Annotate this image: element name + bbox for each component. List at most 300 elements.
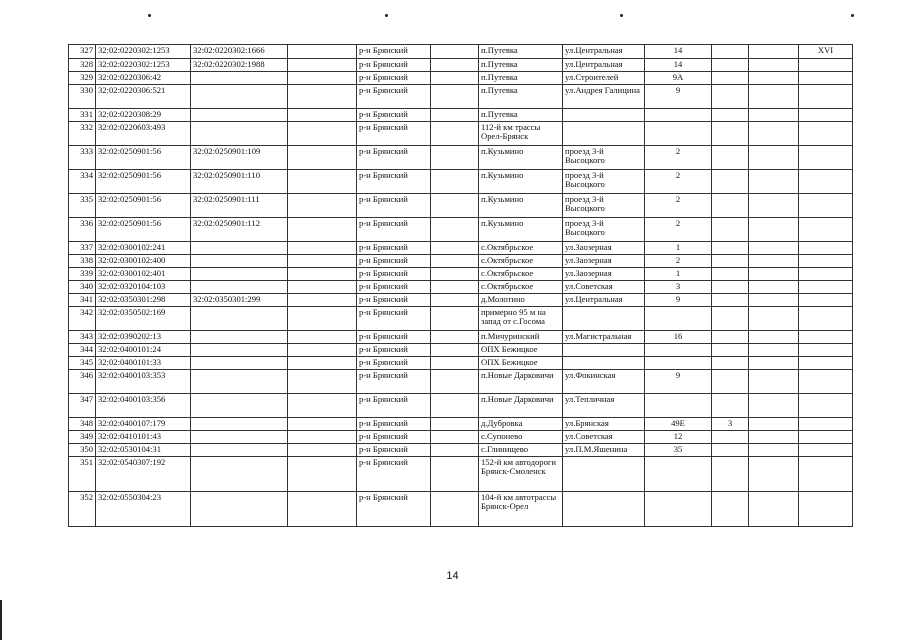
district-cell: р-н Брянский bbox=[357, 59, 431, 72]
empty-cell bbox=[288, 194, 357, 218]
empty-cell bbox=[749, 457, 799, 492]
empty-cell bbox=[749, 59, 799, 72]
empty-cell bbox=[288, 45, 357, 59]
house-number-cell bbox=[645, 457, 712, 492]
row-number: 339 bbox=[69, 268, 96, 281]
district-cell: р-н Брянский bbox=[357, 122, 431, 146]
building-cell bbox=[712, 194, 749, 218]
cadastral-number: 32:02:0530104:31 bbox=[96, 444, 191, 457]
row-number: 327 bbox=[69, 45, 96, 59]
building-cell bbox=[712, 357, 749, 370]
row-number: 341 bbox=[69, 294, 96, 307]
building-cadastral-number bbox=[191, 122, 288, 146]
remark-cell bbox=[799, 294, 853, 307]
row-number: 342 bbox=[69, 307, 96, 331]
table-row bbox=[69, 281, 853, 294]
empty-cell bbox=[431, 344, 479, 357]
district-cell: р-н Брянский bbox=[357, 85, 431, 109]
building-cadastral-number: 32:02:0250901:111 bbox=[191, 194, 288, 218]
building-cell bbox=[712, 331, 749, 344]
district-cell: р-н Брянский bbox=[357, 444, 431, 457]
street-cell bbox=[563, 109, 645, 122]
building-cadastral-number: 32:02:0220302:1988 bbox=[191, 59, 288, 72]
table-row bbox=[69, 109, 853, 122]
building-cell bbox=[712, 394, 749, 418]
empty-cell bbox=[288, 170, 357, 194]
row-number: 333 bbox=[69, 146, 96, 170]
building-cadastral-number bbox=[191, 357, 288, 370]
empty-cell bbox=[431, 394, 479, 418]
locality-cell: с.Октябрьское bbox=[479, 281, 563, 294]
table-row bbox=[69, 307, 853, 331]
empty-cell bbox=[431, 281, 479, 294]
building-cadastral-number bbox=[191, 85, 288, 109]
empty-cell bbox=[288, 331, 357, 344]
empty-cell bbox=[288, 255, 357, 268]
locality-cell: п.Путевка bbox=[479, 59, 563, 72]
locality-cell: п.Мичуринский bbox=[479, 331, 563, 344]
empty-cell bbox=[749, 242, 799, 255]
building-cadastral-number bbox=[191, 418, 288, 431]
row-number: 334 bbox=[69, 170, 96, 194]
cadastral-number: 32:02:0250901:56 bbox=[96, 218, 191, 242]
table-row bbox=[69, 122, 853, 146]
empty-cell bbox=[288, 394, 357, 418]
empty-cell bbox=[288, 431, 357, 444]
empty-cell bbox=[749, 194, 799, 218]
remark-cell bbox=[799, 457, 853, 492]
table-row bbox=[69, 492, 853, 527]
locality-cell: с.Супонево bbox=[479, 431, 563, 444]
street-cell: ул.Заозерная bbox=[563, 268, 645, 281]
table-row bbox=[69, 418, 853, 431]
page-edge-mark bbox=[0, 600, 2, 640]
building-cadastral-number bbox=[191, 394, 288, 418]
empty-cell bbox=[288, 109, 357, 122]
row-number: 352 bbox=[69, 492, 96, 527]
house-number-cell: 2 bbox=[645, 255, 712, 268]
street-cell: проезд 3-й Высоцкого bbox=[563, 146, 645, 170]
empty-cell bbox=[749, 331, 799, 344]
row-number: 332 bbox=[69, 122, 96, 146]
building-cell bbox=[712, 146, 749, 170]
district-cell: р-н Брянский bbox=[357, 307, 431, 331]
row-number: 348 bbox=[69, 418, 96, 431]
building-cell bbox=[712, 45, 749, 59]
empty-cell bbox=[749, 85, 799, 109]
building-cell bbox=[712, 294, 749, 307]
locality-cell: с.Октябрьское bbox=[479, 255, 563, 268]
building-cadastral-number bbox=[191, 331, 288, 344]
table-row bbox=[69, 431, 853, 444]
row-number: 329 bbox=[69, 72, 96, 85]
empty-cell bbox=[431, 146, 479, 170]
building-cell bbox=[712, 72, 749, 85]
empty-cell bbox=[749, 294, 799, 307]
row-number: 349 bbox=[69, 431, 96, 444]
row-number: 351 bbox=[69, 457, 96, 492]
empty-cell bbox=[749, 109, 799, 122]
locality-cell: п.Кузьмино bbox=[479, 218, 563, 242]
building-cell bbox=[712, 444, 749, 457]
building-cadastral-number bbox=[191, 457, 288, 492]
cadastral-number: 32:02:0250901:56 bbox=[96, 146, 191, 170]
scan-mark bbox=[385, 14, 388, 17]
street-cell bbox=[563, 307, 645, 331]
cadastral-number: 32:02:0540307:192 bbox=[96, 457, 191, 492]
building-cadastral-number bbox=[191, 255, 288, 268]
empty-cell bbox=[431, 72, 479, 85]
locality-cell: с.Октябрьское bbox=[479, 268, 563, 281]
empty-cell bbox=[288, 370, 357, 394]
district-cell: р-н Брянский bbox=[357, 146, 431, 170]
cadastral-number: 32:02:0220603:493 bbox=[96, 122, 191, 146]
street-cell bbox=[563, 122, 645, 146]
cadastral-number: 32:02:0400103:353 bbox=[96, 370, 191, 394]
locality-cell: 112-й км трассы Орел-Брянск bbox=[479, 122, 563, 146]
building-cadastral-number bbox=[191, 344, 288, 357]
table-row bbox=[69, 72, 853, 85]
empty-cell bbox=[288, 218, 357, 242]
table-row bbox=[69, 170, 853, 194]
building-cell bbox=[712, 59, 749, 72]
empty-cell bbox=[749, 170, 799, 194]
empty-cell bbox=[431, 331, 479, 344]
cadastral-number: 32:02:0220302:1253 bbox=[96, 45, 191, 59]
street-cell: проезд 3-й Высоцкого bbox=[563, 218, 645, 242]
street-cell: проезд 3-й Высоцкого bbox=[563, 194, 645, 218]
street-cell: ул.П.М.Яшенина bbox=[563, 444, 645, 457]
cadastral-number: 32:02:0300102:401 bbox=[96, 268, 191, 281]
table-row bbox=[69, 255, 853, 268]
cadastral-number: 32:02:0400101:33 bbox=[96, 357, 191, 370]
district-cell: р-н Брянский bbox=[357, 294, 431, 307]
row-number: 331 bbox=[69, 109, 96, 122]
district-cell: р-н Брянский bbox=[357, 431, 431, 444]
table-row bbox=[69, 242, 853, 255]
empty-cell bbox=[288, 294, 357, 307]
building-cell bbox=[712, 85, 749, 109]
house-number-cell: 2 bbox=[645, 218, 712, 242]
empty-cell bbox=[288, 268, 357, 281]
row-number: 336 bbox=[69, 218, 96, 242]
locality-cell: ОПХ Бежицкое bbox=[479, 357, 563, 370]
row-number: 344 bbox=[69, 344, 96, 357]
row-number: 347 bbox=[69, 394, 96, 418]
building-cell bbox=[712, 431, 749, 444]
empty-cell bbox=[749, 45, 799, 59]
table-row bbox=[69, 85, 853, 109]
cadastral-number: 32:02:0550304:23 bbox=[96, 492, 191, 527]
building-cadastral-number bbox=[191, 242, 288, 255]
table-row bbox=[69, 370, 853, 394]
street-cell bbox=[563, 457, 645, 492]
cadastral-number: 32:02:0320104:103 bbox=[96, 281, 191, 294]
building-cell bbox=[712, 344, 749, 357]
remark-cell bbox=[799, 170, 853, 194]
row-number: 328 bbox=[69, 59, 96, 72]
cadastral-number: 32:02:0300102:241 bbox=[96, 242, 191, 255]
house-number-cell: 9 bbox=[645, 294, 712, 307]
empty-cell bbox=[431, 85, 479, 109]
empty-cell bbox=[288, 357, 357, 370]
table-row bbox=[69, 45, 853, 59]
row-number: 345 bbox=[69, 357, 96, 370]
house-number-cell: 49Е bbox=[645, 418, 712, 431]
building-cell bbox=[712, 281, 749, 294]
empty-cell bbox=[749, 344, 799, 357]
building-cadastral-number: 32:02:0250901:112 bbox=[191, 218, 288, 242]
street-cell bbox=[563, 357, 645, 370]
building-cell bbox=[712, 242, 749, 255]
building-cell bbox=[712, 218, 749, 242]
building-cadastral-number bbox=[191, 307, 288, 331]
row-number: 330 bbox=[69, 85, 96, 109]
empty-cell bbox=[431, 255, 479, 268]
row-number: 343 bbox=[69, 331, 96, 344]
house-number-cell: 9 bbox=[645, 370, 712, 394]
district-cell: р-н Брянский bbox=[357, 357, 431, 370]
row-number: 337 bbox=[69, 242, 96, 255]
locality-cell: с.Глинищево bbox=[479, 444, 563, 457]
building-cadastral-number bbox=[191, 370, 288, 394]
remark-cell bbox=[799, 109, 853, 122]
street-cell bbox=[563, 492, 645, 527]
remark-cell bbox=[799, 307, 853, 331]
district-cell: р-н Брянский bbox=[357, 268, 431, 281]
house-number-cell: 12 bbox=[645, 431, 712, 444]
house-number-cell: 9А bbox=[645, 72, 712, 85]
street-cell: ул.Центральная bbox=[563, 45, 645, 59]
district-cell: р-н Брянский bbox=[357, 331, 431, 344]
empty-cell bbox=[749, 418, 799, 431]
district-cell: р-н Брянский bbox=[357, 194, 431, 218]
cadastral-number: 32:02:0220308:29 bbox=[96, 109, 191, 122]
house-number-cell: 14 bbox=[645, 45, 712, 59]
cadastral-number: 32:02:0400101:24 bbox=[96, 344, 191, 357]
locality-cell: п.Кузьмино bbox=[479, 146, 563, 170]
empty-cell bbox=[288, 492, 357, 527]
house-number-cell: 2 bbox=[645, 146, 712, 170]
locality-cell: д.Дубровка bbox=[479, 418, 563, 431]
house-number-cell bbox=[645, 122, 712, 146]
cadastral-number: 32:02:0300102:400 bbox=[96, 255, 191, 268]
district-cell: р-н Брянский bbox=[357, 109, 431, 122]
remark-cell bbox=[799, 122, 853, 146]
building-cell bbox=[712, 457, 749, 492]
empty-cell bbox=[749, 146, 799, 170]
district-cell: р-н Брянский bbox=[357, 394, 431, 418]
table-row bbox=[69, 194, 853, 218]
locality-cell: п.Новые Дарковичи bbox=[479, 394, 563, 418]
house-number-cell: 3 bbox=[645, 281, 712, 294]
empty-cell bbox=[431, 218, 479, 242]
building-cadastral-number bbox=[191, 281, 288, 294]
remark-cell bbox=[799, 394, 853, 418]
table-row bbox=[69, 457, 853, 492]
page-number: 14 bbox=[446, 570, 459, 582]
empty-cell bbox=[749, 492, 799, 527]
empty-cell bbox=[288, 444, 357, 457]
street-cell: ул.Центральная bbox=[563, 294, 645, 307]
street-cell: ул.Центральная bbox=[563, 59, 645, 72]
district-cell: р-н Брянский bbox=[357, 492, 431, 527]
cadastral-number: 32:02:0250901:56 bbox=[96, 170, 191, 194]
street-cell: ул.Советская bbox=[563, 281, 645, 294]
empty-cell bbox=[288, 146, 357, 170]
district-cell: р-н Брянский bbox=[357, 72, 431, 85]
empty-cell bbox=[431, 242, 479, 255]
building-cell bbox=[712, 268, 749, 281]
building-cell bbox=[712, 122, 749, 146]
locality-cell: с.Октябрьское bbox=[479, 242, 563, 255]
scan-mark bbox=[851, 14, 854, 17]
street-cell: проезд 3-й Высоцкого bbox=[563, 170, 645, 194]
table-row bbox=[69, 357, 853, 370]
remark-cell bbox=[799, 492, 853, 527]
cadastral-number: 32:02:0220302:1253 bbox=[96, 59, 191, 72]
empty-cell bbox=[749, 431, 799, 444]
empty-cell bbox=[431, 59, 479, 72]
locality-cell: п.Путевка bbox=[479, 109, 563, 122]
empty-cell bbox=[288, 59, 357, 72]
remark-cell bbox=[799, 72, 853, 85]
building-cell bbox=[712, 170, 749, 194]
district-cell: р-н Брянский bbox=[357, 344, 431, 357]
remark-cell bbox=[799, 146, 853, 170]
district-cell: р-н Брянский bbox=[357, 457, 431, 492]
remark-cell bbox=[799, 281, 853, 294]
cadastral-number: 32:02:0400107:179 bbox=[96, 418, 191, 431]
locality-cell: п.Кузьмино bbox=[479, 194, 563, 218]
empty-cell bbox=[431, 457, 479, 492]
empty-cell bbox=[749, 281, 799, 294]
empty-cell bbox=[749, 218, 799, 242]
empty-cell bbox=[749, 444, 799, 457]
cadastral-number: 32:02:0220306:521 bbox=[96, 85, 191, 109]
district-cell: р-н Брянский bbox=[357, 218, 431, 242]
table-row bbox=[69, 218, 853, 242]
remark-cell bbox=[799, 344, 853, 357]
street-cell: ул.Заозерная bbox=[563, 255, 645, 268]
locality-cell: 104-й км автотрассы Брянск-Орел bbox=[479, 492, 563, 527]
street-cell: ул.Тепличная bbox=[563, 394, 645, 418]
building-cadastral-number bbox=[191, 444, 288, 457]
empty-cell bbox=[431, 109, 479, 122]
row-number: 338 bbox=[69, 255, 96, 268]
empty-cell bbox=[288, 242, 357, 255]
house-number-cell: 35 bbox=[645, 444, 712, 457]
house-number-cell bbox=[645, 307, 712, 331]
cadastral-number: 32:02:0350301:298 bbox=[96, 294, 191, 307]
cadastral-number: 32:02:0250901:56 bbox=[96, 194, 191, 218]
empty-cell bbox=[288, 307, 357, 331]
remark-cell bbox=[799, 331, 853, 344]
street-cell: ул.Брянская bbox=[563, 418, 645, 431]
district-cell: р-н Брянский bbox=[357, 170, 431, 194]
empty-cell bbox=[749, 307, 799, 331]
house-number-cell: 16 bbox=[645, 331, 712, 344]
house-number-cell: 9 bbox=[645, 85, 712, 109]
remark-cell bbox=[799, 242, 853, 255]
empty-cell bbox=[431, 294, 479, 307]
building-cell bbox=[712, 307, 749, 331]
remark-cell bbox=[799, 370, 853, 394]
street-cell bbox=[563, 344, 645, 357]
empty-cell bbox=[431, 431, 479, 444]
district-cell: р-н Брянский bbox=[357, 418, 431, 431]
street-cell: ул.Фокинская bbox=[563, 370, 645, 394]
remark-cell bbox=[799, 218, 853, 242]
cadastral-number: 32:02:0390202:13 bbox=[96, 331, 191, 344]
remark-cell bbox=[799, 85, 853, 109]
row-number: 340 bbox=[69, 281, 96, 294]
empty-cell bbox=[749, 394, 799, 418]
empty-cell bbox=[288, 281, 357, 294]
house-number-cell bbox=[645, 109, 712, 122]
empty-cell bbox=[749, 255, 799, 268]
empty-cell bbox=[431, 268, 479, 281]
building-cadastral-number bbox=[191, 431, 288, 444]
empty-cell bbox=[288, 72, 357, 85]
district-cell: р-н Брянский bbox=[357, 255, 431, 268]
empty-cell bbox=[288, 85, 357, 109]
table-row bbox=[69, 294, 853, 307]
street-cell: ул.Андрея Галицина bbox=[563, 85, 645, 109]
district-cell: р-н Брянский bbox=[357, 45, 431, 59]
building-cadastral-number: 32:02:0250901:110 bbox=[191, 170, 288, 194]
house-number-cell bbox=[645, 394, 712, 418]
remark-cell bbox=[799, 357, 853, 370]
locality-cell: примерно 95 м на запад от с.Госома bbox=[479, 307, 563, 331]
locality-cell: ОПХ Бежицкое bbox=[479, 344, 563, 357]
remark-cell bbox=[799, 255, 853, 268]
empty-cell bbox=[288, 344, 357, 357]
district-cell: р-н Брянский bbox=[357, 242, 431, 255]
empty-cell bbox=[431, 418, 479, 431]
empty-cell bbox=[288, 457, 357, 492]
house-number-cell bbox=[645, 492, 712, 527]
row-number: 335 bbox=[69, 194, 96, 218]
empty-cell bbox=[749, 72, 799, 85]
remark-cell bbox=[799, 194, 853, 218]
scan-mark bbox=[148, 14, 151, 17]
district-cell: р-н Брянский bbox=[357, 370, 431, 394]
empty-cell bbox=[288, 418, 357, 431]
remark-cell bbox=[799, 59, 853, 72]
building-cell bbox=[712, 255, 749, 268]
house-number-cell: 2 bbox=[645, 194, 712, 218]
locality-cell: 152-й км автодороги Брянск-Смоленск bbox=[479, 457, 563, 492]
cadastral-number: 32:02:0220306:42 bbox=[96, 72, 191, 85]
building-cadastral-number bbox=[191, 109, 288, 122]
building-cadastral-number bbox=[191, 492, 288, 527]
empty-cell bbox=[749, 357, 799, 370]
empty-cell bbox=[288, 122, 357, 146]
empty-cell bbox=[431, 122, 479, 146]
building-cell bbox=[712, 109, 749, 122]
cadastral-number: 32:02:0400103:356 bbox=[96, 394, 191, 418]
district-cell: р-н Брянский bbox=[357, 281, 431, 294]
table-row bbox=[69, 268, 853, 281]
house-number-cell: 1 bbox=[645, 268, 712, 281]
empty-cell bbox=[431, 444, 479, 457]
empty-cell bbox=[431, 307, 479, 331]
empty-cell bbox=[431, 170, 479, 194]
table-row bbox=[69, 331, 853, 344]
street-cell: ул.Строителей bbox=[563, 72, 645, 85]
building-cadastral-number bbox=[191, 72, 288, 85]
